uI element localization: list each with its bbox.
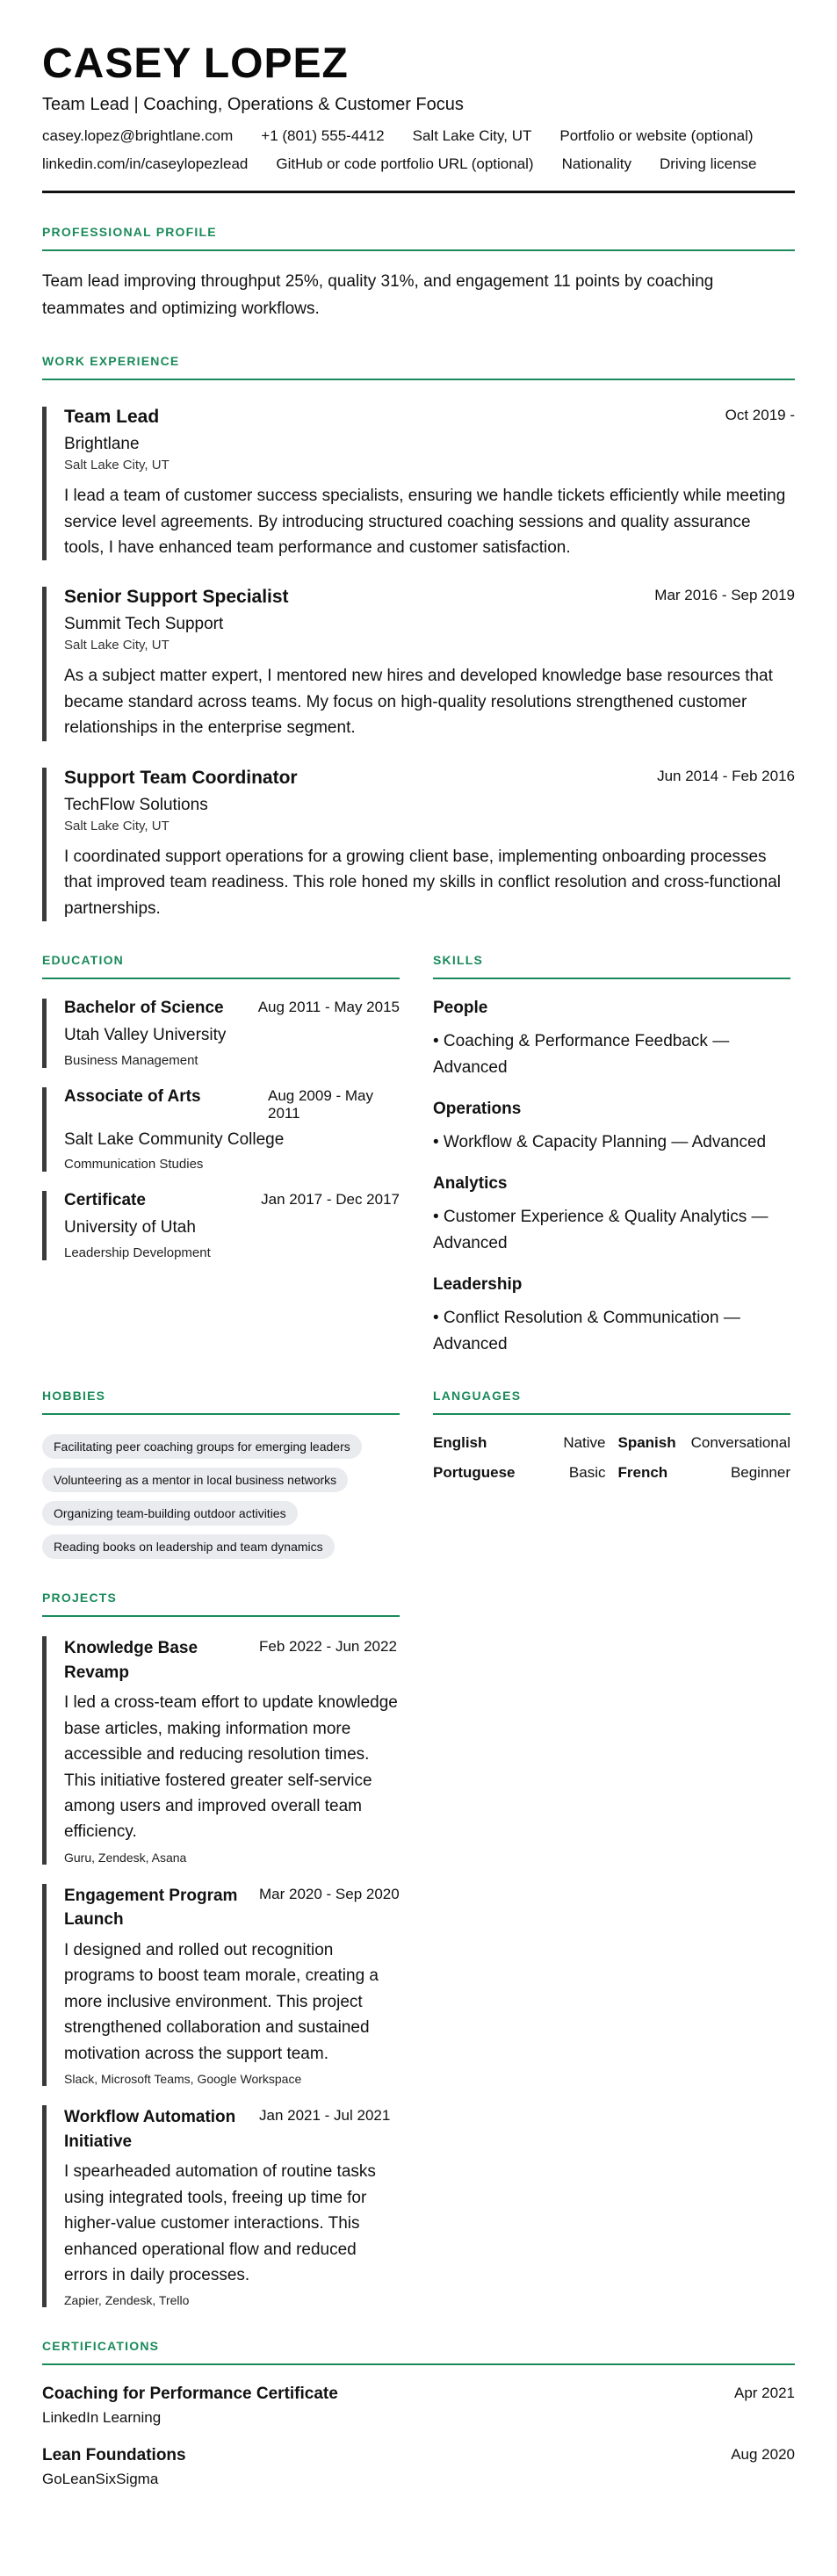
skill-category: Operations [433, 1099, 522, 1118]
section-title: HOBBIES [42, 1389, 106, 1403]
language-level: Native [563, 1434, 606, 1452]
language-item [618, 1434, 791, 1452]
section-title: CERTIFICATIONS [42, 2339, 160, 2354]
degree-name: Bachelor of Science [64, 999, 224, 1018]
job-location: Salt Lake City, UT [64, 458, 170, 473]
job-dates: Oct 2019 - [725, 407, 795, 424]
skills-section [433, 953, 790, 1357]
experience-entry [42, 768, 795, 921]
section-divider [42, 1615, 400, 1617]
contact-github[interactable]: GitHub or code portfolio URL (optional) [276, 155, 534, 173]
hobby-chip: Reading books on leadership and team dynamics [42, 1534, 335, 1559]
section-title: SKILLS [433, 953, 483, 968]
language-item [433, 1464, 606, 1482]
certification-name: Lean Foundations [42, 2446, 186, 2465]
job-description: I coordinated support operations for a growing client base, implementing onboarding processes that improved team readiness. This role honed my skills in conflict resolution and cross-functional partnerships. [64, 847, 781, 918]
project-dates: Jan 2021 - Jul 2021 [259, 2107, 391, 2125]
contact-portfolio[interactable]: Portfolio or website (optional) [559, 127, 754, 145]
contact-email[interactable]: casey.lopez@brightlane.com [42, 127, 234, 145]
project-tools: Zapier, Zendesk, Trello [64, 2293, 190, 2308]
section-title: WORK EXPERIENCE [42, 354, 180, 369]
language-grid [433, 1434, 790, 1482]
skill-item: • Conflict Resolution & Communication — Advanced [433, 1309, 740, 1353]
hobbies-section [42, 1389, 400, 1559]
section-divider [42, 2363, 795, 2365]
language-item [433, 1434, 606, 1452]
education-skills-row [42, 921, 795, 1357]
contact-row-secondary [42, 155, 795, 173]
certification-date: Aug 2020 [731, 2446, 795, 2464]
language-name: Portuguese [433, 1464, 516, 1482]
certification-issuer: LinkedIn Learning [42, 2409, 162, 2427]
degree-name: Associate of Arts [64, 1086, 201, 1106]
degree-name: Certificate [64, 1191, 146, 1210]
project-description: I spearheaded automation of routine tasks using integrated tools, freeing up time for higher-value customer interactions. This enhanced operational flow and reduced errors in daily processes. [64, 2162, 376, 2285]
certification-entry [42, 2385, 795, 2427]
section-divider [42, 249, 795, 251]
section-divider [433, 978, 790, 979]
education-dates: Jan 2017 - Dec 2017 [261, 1191, 400, 1209]
education-section [42, 953, 400, 1357]
project-name: Knowledge Base Revamp [64, 1639, 198, 1682]
language-level: Beginner [730, 1464, 790, 1482]
language-level: Basic [568, 1464, 606, 1482]
project-entry [42, 1636, 400, 1865]
field-of-study: Business Management [64, 1052, 198, 1068]
field-of-study: Leadership Development [64, 1245, 211, 1260]
project-entry [42, 1884, 400, 2086]
project-name: Workflow Automation Initiative [64, 2108, 236, 2151]
section-title: LANGUAGES [433, 1389, 522, 1403]
certification-entry [42, 2446, 795, 2488]
project-dates: Mar 2020 - Sep 2020 [259, 1885, 400, 1902]
job-description: As a subject matter expert, I mentored new hires and developed knowledge base resources that became standard across teams. My focus on high-quality resolutions strengthened customer relationships in the enterprise segment. [64, 667, 773, 738]
job-location: Salt Lake City, UT [64, 818, 170, 833]
skill-item: • Customer Experience & Quality Analytics — Advanced [433, 1208, 768, 1252]
school-name: Salt Lake Community College [64, 1129, 285, 1149]
language-name: Spanish [617, 1434, 676, 1452]
contact-linkedin[interactable]: linkedin.com/in/caseylopezlead [42, 155, 249, 173]
skill-category: Leadership [433, 1275, 523, 1295]
skill-category: Analytics [433, 1174, 508, 1194]
hobby-chip: Organizing team-building outdoor activities [42, 1501, 298, 1526]
company-name: TechFlow Solutions [64, 795, 208, 814]
education-dates: Aug 2009 - May 2011 [268, 1086, 374, 1122]
section-divider [42, 978, 400, 979]
hobby-chip: Volunteering as a mentor in local business networks [42, 1468, 348, 1492]
hobby-chip: Facilitating peer coaching groups for emerging leaders [42, 1434, 362, 1459]
skill-category: People [433, 999, 488, 1018]
project-description: I led a cross-team effort to update knowledge base articles, making information more accessible and reducing resolution times. This initiative fostered greater self-service among users and improved overall team efficiency. [64, 1693, 398, 1842]
language-item [618, 1464, 791, 1482]
education-entry [42, 1191, 400, 1260]
certifications-section [42, 2339, 795, 2488]
job-dates: Mar 2016 - Sep 2019 [654, 587, 795, 604]
section-title: EDUCATION [42, 953, 124, 968]
project-tools: Slack, Microsoft Teams, Google Workspace [64, 2072, 302, 2087]
school-name: Utah Valley University [64, 1026, 227, 1045]
language-name: French [617, 1464, 668, 1482]
project-tools: Guru, Zendesk, Asana [64, 1850, 187, 1865]
resume-header [42, 42, 795, 193]
company-name: Brightlane [64, 435, 140, 454]
certification-name: Coaching for Performance Certificate [42, 2385, 338, 2404]
education-dates: Aug 2011 - May 2015 [257, 999, 400, 1016]
contact-phone[interactable]: +1 (801) 555-4412 [261, 127, 385, 145]
certification-date: Apr 2021 [734, 2385, 795, 2402]
field-of-study: Communication Studies [64, 1157, 204, 1173]
job-location: Salt Lake City, UT [64, 638, 170, 653]
languages-section [433, 1389, 790, 1559]
education-entry [42, 999, 400, 1068]
language-level: Conversational [690, 1434, 790, 1452]
education-entry [42, 1087, 400, 1173]
skill-item: • Coaching & Performance Feedback — Advanced [433, 1032, 730, 1077]
section-divider [42, 1413, 400, 1415]
section-divider [42, 379, 795, 380]
company-name: Summit Tech Support [64, 615, 224, 634]
projects-section [42, 1591, 400, 2307]
experience-entry [42, 587, 795, 740]
contact-driving-license: Driving license [659, 155, 757, 173]
job-title: Senior Support Specialist [64, 587, 289, 608]
job-description: I lead a team of customer success specialists, ensuring we handle tickets efficiently while meeting service level agreements. By introducing structured coaching sessions and quality assurance tools, I have enhanced team performance and customer satisfaction. [64, 487, 786, 558]
job-title: Team Lead [64, 407, 160, 428]
job-title: Support Team Coordinator [64, 767, 298, 788]
header-divider [42, 191, 795, 193]
contact-nationality: Nationality [561, 155, 631, 173]
job-dates: Jun 2014 - Feb 2016 [657, 767, 795, 784]
contact-row-primary [42, 127, 795, 145]
experience-section [42, 354, 795, 921]
profile-summary: Team lead improving throughput 25%, quality 31%, and engagement 11 points by coaching teammates and optimizing workflows. [42, 272, 714, 318]
certification-issuer: GoLeanSixSigma [42, 2471, 159, 2488]
experience-entry [42, 407, 795, 560]
contact-location: Salt Lake City, UT [412, 127, 532, 145]
hobby-list [42, 1425, 400, 1559]
school-name: University of Utah [64, 1218, 196, 1237]
section-title: PROFESSIONAL PROFILE [42, 225, 217, 240]
hobbies-languages-row [42, 1357, 795, 1559]
project-description: I designed and rolled out recognition programs to boost team morale, creating a more inclusive environment. This project strengthened collaboration and sustained motivation across the support team. [64, 1940, 379, 2063]
project-dates: Feb 2022 - Jun 2022 [259, 1638, 397, 1656]
candidate-headline: Team Lead | Coaching, Operations & Customer Focus [42, 95, 464, 115]
language-name: English [433, 1434, 487, 1452]
skill-item: • Workflow & Capacity Planning — Advanced [433, 1132, 767, 1151]
section-divider [433, 1413, 790, 1415]
project-name: Engagement Program Launch [64, 1886, 238, 1930]
section-title: PROJECTS [42, 1591, 118, 1605]
profile-section [42, 225, 795, 322]
project-entry [42, 2105, 400, 2307]
candidate-name: CASEY LOPEZ [42, 40, 349, 87]
